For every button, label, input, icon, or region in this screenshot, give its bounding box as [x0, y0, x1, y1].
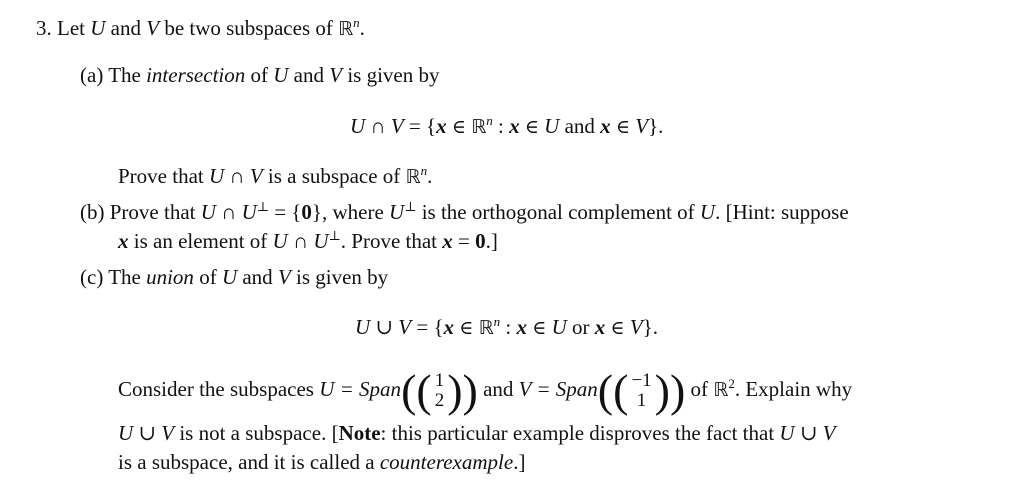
- part-a-text3: is given by: [347, 63, 440, 87]
- term-intersection: intersection: [146, 63, 246, 87]
- exp-n: n: [493, 314, 501, 329]
- intro-text: Let: [57, 16, 85, 40]
- prove-expr: U ∩ V: [208, 164, 263, 188]
- vec-x: x: [509, 114, 520, 138]
- colon: :: [498, 114, 504, 138]
- consider-text: Consider the subspaces: [118, 377, 314, 401]
- counterexample-text: is a subspace, and it is called a: [118, 450, 375, 474]
- and-text: and: [483, 377, 514, 401]
- u-span-eq: U = Span: [319, 377, 402, 401]
- part-c-statement: [80, 264, 388, 290]
- in-symbol: ∈: [459, 317, 474, 339]
- part-a-label: (a): [80, 63, 104, 87]
- formula-lhs: U ∩ V: [350, 114, 404, 138]
- var-u: U: [544, 114, 560, 138]
- or-text: or: [572, 315, 590, 339]
- paren-open: ((: [597, 365, 629, 417]
- part-b-text3: . [Hint: suppose: [715, 200, 849, 224]
- vec1-entry-2: 2: [434, 390, 445, 412]
- real-symbol: ℝ: [338, 18, 354, 40]
- in-symbol: ∈: [524, 116, 539, 138]
- v-span-eq: V = Span: [518, 377, 598, 401]
- real-symbol: ℝ: [405, 166, 421, 188]
- var-u: U: [699, 200, 716, 224]
- set-close: }.: [642, 315, 659, 339]
- prove-rest: is a subspace of: [267, 164, 401, 188]
- var-v: V: [635, 114, 649, 138]
- vec1-entry-1: 1: [434, 370, 445, 392]
- part-c-line3: [118, 449, 525, 475]
- in-symbol: ∈: [610, 317, 625, 339]
- vec-x: x: [442, 229, 453, 253]
- part-b-line1: [80, 199, 849, 228]
- part-b-text2: is the orthogonal complement of: [421, 200, 695, 224]
- vec2-entry-1: −1: [631, 370, 652, 392]
- part-c-label: (c): [80, 265, 104, 289]
- expr-union: U ∪ V: [118, 421, 175, 445]
- prove-text: Prove that: [118, 164, 204, 188]
- formula-lhs: U ∪ V: [355, 315, 412, 339]
- perp-symbol: ⊥: [328, 228, 341, 243]
- var-u: U: [551, 315, 567, 339]
- not-subspace-text: is not a subspace. [: [179, 421, 339, 445]
- formula-eq: =: [416, 315, 429, 339]
- and-text: and: [564, 114, 595, 138]
- var-v: V: [146, 16, 160, 40]
- column-vector-1: [432, 371, 448, 411]
- var-u: U: [90, 16, 106, 40]
- period: .: [427, 164, 433, 188]
- var-u: U: [221, 265, 238, 289]
- perp-symbol: ⊥: [404, 199, 417, 214]
- note-close: .]: [513, 450, 526, 474]
- period: .: [359, 16, 365, 40]
- paren-open: ((: [401, 365, 432, 417]
- part-c-text3: is given by: [296, 265, 389, 289]
- colon: :: [505, 315, 512, 339]
- and-text: and: [293, 63, 324, 87]
- real-symbol: ℝ: [478, 317, 494, 339]
- in-symbol: ∈: [615, 116, 630, 138]
- problem-heading: [36, 15, 365, 44]
- expr-union: U ∪ V: [779, 421, 836, 445]
- part-c-line2: [118, 420, 836, 446]
- formula-eq: =: [408, 114, 421, 138]
- part-b-line2: [118, 228, 498, 257]
- perp-symbol: ⊥: [256, 199, 269, 214]
- column-vector-2: [628, 371, 654, 411]
- part-c-text2: of: [199, 265, 217, 289]
- part-b-label: (b): [80, 200, 105, 224]
- vec-x: x: [600, 114, 611, 138]
- prove-that: . Prove that: [340, 229, 438, 253]
- set-close: }.: [648, 114, 664, 138]
- vec2-entry-2: 1: [636, 390, 647, 412]
- set-open: {: [426, 114, 437, 138]
- explain-text: . Explain why: [734, 377, 853, 401]
- part-b-text1: Prove that: [109, 200, 196, 224]
- var-u: U: [273, 63, 289, 87]
- vec-x: x: [443, 315, 455, 339]
- paren-close: )): [447, 365, 478, 417]
- close-where: }, where: [311, 200, 384, 224]
- in-symbol: ∈: [451, 116, 466, 138]
- exp-n: n: [353, 15, 360, 30]
- eq-open: = {: [274, 200, 302, 224]
- part-a-text2: of: [250, 63, 268, 87]
- of-text: of: [690, 377, 709, 401]
- note-label: Note: [338, 421, 381, 445]
- vec-x: x: [516, 315, 528, 339]
- exp-2: 2: [728, 376, 735, 391]
- element-text: is an element of: [133, 229, 268, 253]
- var-v: V: [277, 265, 291, 289]
- paren-close: )): [654, 365, 686, 417]
- problem-number: 3.: [36, 16, 52, 40]
- exp-n: n: [486, 113, 493, 128]
- note-text: : this particular example disproves the fact that: [380, 421, 775, 445]
- part-c-text1: The: [108, 265, 141, 289]
- eq: =: [458, 229, 470, 253]
- expr-u-cap-uperp: U ∩ U: [272, 229, 329, 253]
- var-u: U: [389, 200, 405, 224]
- part-a-prove: [118, 163, 432, 192]
- vec-x: x: [118, 229, 129, 253]
- zero-vector: 0: [475, 229, 486, 253]
- and-text: and: [110, 16, 141, 40]
- var-v: V: [329, 63, 343, 87]
- vec-x: x: [594, 315, 606, 339]
- term-counterexample: counterexample: [379, 450, 514, 474]
- expr-u-cap-uperp: U ∩ U: [200, 200, 257, 224]
- in-symbol: ∈: [532, 317, 547, 339]
- var-v: V: [629, 315, 643, 339]
- part-c-consider: [118, 362, 852, 419]
- intro-rest: be two subspaces of: [164, 16, 333, 40]
- part-a-statement: [80, 62, 440, 88]
- intersection-formula: [350, 113, 663, 142]
- vec-x: x: [436, 114, 447, 138]
- part-a-text1: The: [108, 63, 141, 87]
- set-open: {: [433, 315, 444, 339]
- exp-n: n: [420, 163, 428, 178]
- zero-vector: 0: [301, 200, 312, 224]
- real-symbol: ℝ: [471, 116, 487, 138]
- and-text: and: [242, 265, 273, 289]
- union-formula: [355, 314, 658, 343]
- hint-close: .]: [485, 229, 498, 253]
- real-symbol: ℝ: [713, 379, 729, 401]
- term-union: union: [146, 265, 194, 289]
